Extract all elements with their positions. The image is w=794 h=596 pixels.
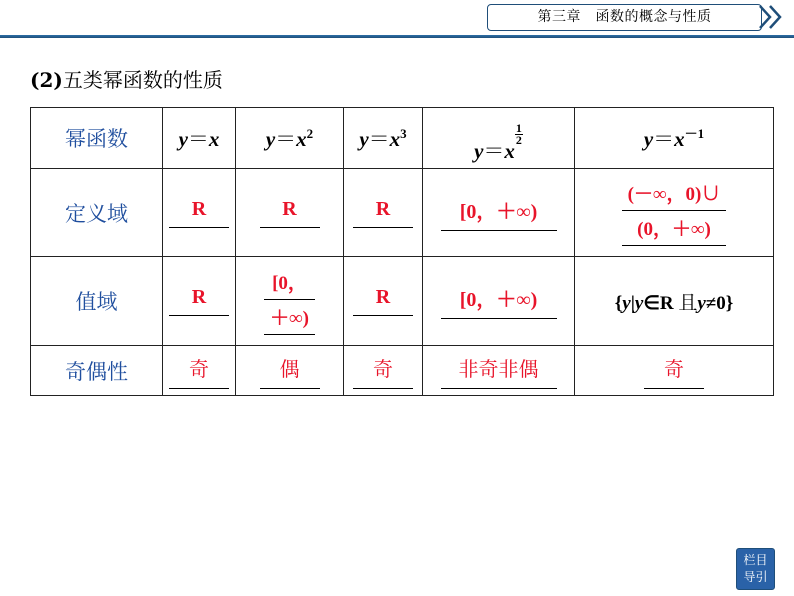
function-y-eq-x-inverse: $y=x^{-1}$ (575, 108, 774, 169)
domain-x-half: [0，＋∞) (423, 169, 575, 257)
table-row-parity (31, 346, 774, 396)
chapter-title: 第三章 函数的概念与性质 (537, 9, 712, 25)
domain-x3: R (344, 169, 423, 257)
nav-button-line2: 导引 (743, 570, 768, 584)
section-number: (2) (30, 68, 63, 92)
function-y-eq-x-half: y＝x $\frac{1}{2}$ (423, 108, 575, 169)
function-y-eq-x: y＝x (163, 108, 236, 169)
domain-x: R (163, 169, 236, 257)
section-title-text: 五类幂函数的性质 (62, 68, 223, 92)
parity-x3: 奇 (344, 346, 423, 396)
double-chevron-right-icon (757, 3, 789, 31)
exponent-fraction: $\frac{1}{2}$ (515, 121, 522, 147)
parity-x: 奇 (163, 346, 236, 396)
range-x: R (163, 257, 236, 346)
nav-button-line1: 栏目 (743, 553, 768, 567)
power-function-properties-table (30, 107, 774, 396)
range-x2: [0， ＋∞) (236, 257, 344, 346)
range-x-inverse: {y|y∈R 且y≠0} (575, 257, 774, 346)
function-y-eq-x3: $y=x^3$ (344, 108, 423, 169)
chapter-tab (487, 4, 762, 31)
table-row-range (31, 257, 774, 346)
domain-x-inverse: $\frac{(-\infty,0)\cup}{(0,+\infty)}$ (575, 169, 774, 257)
range-x3: R (344, 257, 423, 346)
parity-x-half: 非奇非偶 (423, 346, 575, 396)
parity-x2: 偶 (236, 346, 344, 396)
table-header-row (31, 108, 774, 169)
section-nav-button[interactable] (736, 548, 775, 590)
header-rule (0, 35, 794, 38)
row-label-parity: 奇偶性 (31, 346, 163, 396)
range-x-half: [0，＋∞) (423, 257, 575, 346)
domain-x2: R (236, 169, 344, 257)
parity-x-inverse: 奇 (575, 346, 774, 396)
header-label-cell: 幂函数 (31, 108, 163, 169)
row-label-range: 值域 (31, 257, 163, 346)
row-label-domain: 定义域 (31, 169, 163, 257)
section-title (30, 64, 223, 93)
function-y-eq-x2: $y=x^2$ (236, 108, 344, 169)
table-row-domain (31, 169, 774, 257)
